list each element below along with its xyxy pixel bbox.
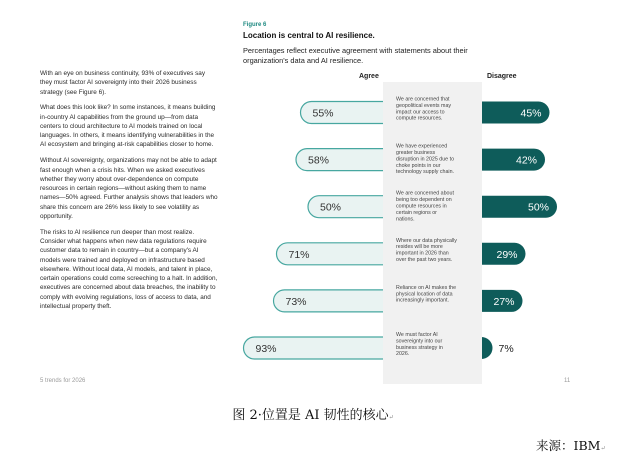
category-label: Where our data physically resides will be more important in 2026 than over the past two years. <box>396 237 457 263</box>
disagree-value-label: 42% <box>515 154 537 167</box>
body-paragraph: With an eye on business continuity, 93% of executives say they must factor AI sovereignty into their 2026 business strategy (see Figure 6). <box>40 70 206 96</box>
agree-value-label: 50% <box>320 201 342 214</box>
disagree-column-header: Disagree <box>487 73 517 80</box>
disagree-value-label: 27% <box>493 295 515 308</box>
paragraph-mark: ↵ <box>388 414 394 421</box>
disagree-value-label: 29% <box>496 248 518 261</box>
source-text: 来源：IBM <box>536 438 601 453</box>
agree-value-label: 55% <box>312 107 334 120</box>
category-label: We have experienced greater business disruption in 2025 due to choke points in our technology supply chain. <box>396 143 455 176</box>
category-label: We must factor AI sovereignty into our business strategy in 2026. <box>396 332 443 358</box>
page-number: 11 <box>564 378 571 384</box>
body-paragraph: The risks to AI resilience run deeper than most realize. Consider what happens when new data regulations require customer data to remain in country—but a company's AI models were trained and deployed on infrastructure based elsewhere. Without local data, AI models, and talent in place, certain operations could come screeching to a halt. In addition, executives are concerned about data breaches, the inability to comply with evolving regulations, loss of access to data, and intellectual property theft. <box>40 228 218 310</box>
body-paragraph: Without AI sovereignty, organizations may not be able to adapt fast enough when a crisis hits. When we asked executives whether they worry about over-dependence on compute resources in certain regions—without asking them to name names—50% agreed. Further analysis shows that leaders who share this concern are 26% less likely to see volatility as opportunity. <box>40 157 218 220</box>
agree-column-header: Agree <box>359 73 379 80</box>
category-label: We are concerned that geopolitical events may impact our access to compute resources. <box>396 96 452 122</box>
disagree-value-label: 45% <box>520 107 542 120</box>
figure-subtitle: Percentages reflect executive agreement with statements about their organization's data and AI resilience. <box>243 46 468 66</box>
agree-value-label: 73% <box>285 295 307 308</box>
category-label: We are concerned about being too dependent on compute resources in certain regions or nations. <box>396 190 454 223</box>
figure-caption <box>0 404 626 423</box>
source-line <box>536 436 605 454</box>
caption-text: 图 2·位置是 AI 韧性的核心 <box>232 408 389 423</box>
figure-title: Location is central to AI resilience. <box>243 31 375 40</box>
agree-value-label: 93% <box>255 343 277 355</box>
agree-value-label: 71% <box>288 248 310 261</box>
page-footer-title: 5 trends for 2026 <box>40 378 86 384</box>
disagree-value-label: 50% <box>527 201 549 214</box>
category-label: Reliance on AI makes the physical location of data increasingly important. <box>396 284 457 304</box>
agree-value-label: 58% <box>308 154 330 167</box>
statement-card-layer <box>383 82 482 384</box>
body-paragraph: What does this look like? In some instances, it means building in-country AI capabilities from the ground up—from data centers to cloud architecture to AI models trained on local languages. In others, it means identifying vulnerabilities in the AI ecosystem and bringing at-risk capabilities closer to home. <box>40 104 216 149</box>
figure-label: Figure 6 <box>243 22 267 28</box>
disagree-value-label: 7% <box>498 343 514 355</box>
paragraph-mark: ↵ <box>600 445 606 452</box>
